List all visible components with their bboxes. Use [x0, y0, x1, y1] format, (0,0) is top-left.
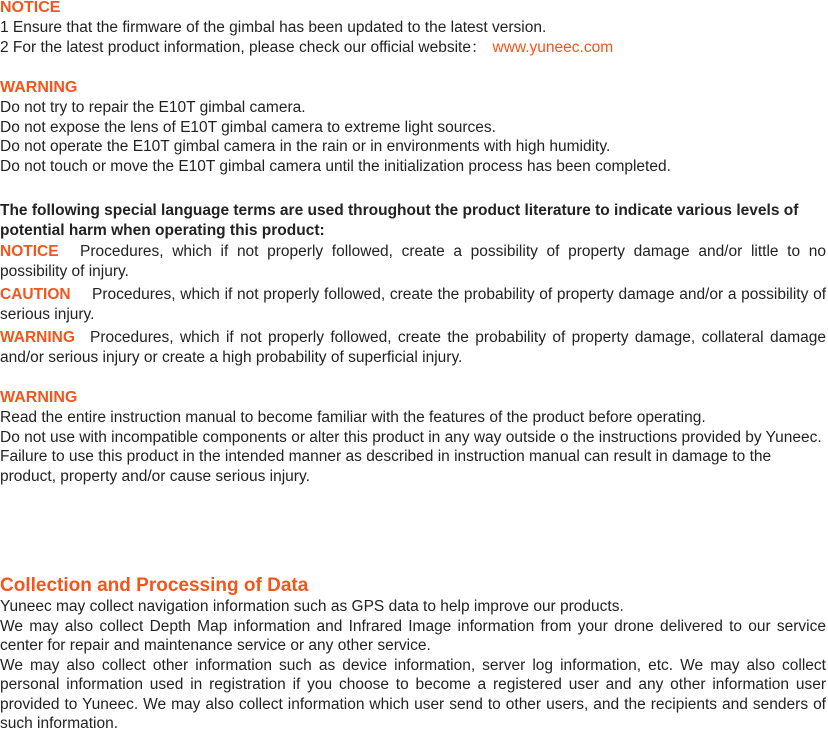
- collection-paragraph: Yuneec may collect navigation information such as GPS data to help improve our products.: [0, 598, 624, 615]
- term-notice: [0, 242, 826, 281]
- term-caution: [0, 285, 826, 324]
- notice-line-2: [0, 38, 828, 58]
- notice-line-2-text: 2 For the latest product information, please check our official website：: [0, 38, 487, 56]
- notice-heading: NOTICE: [0, 0, 61, 16]
- term-notice-label: NOTICE: [0, 243, 59, 260]
- collection-title: Collection and Processing of Data: [0, 575, 309, 596]
- warning-1-line: Do not try to repair the E10T gimbal camera.: [0, 99, 306, 116]
- notice-section: [0, 0, 828, 57]
- warning-section-1: [0, 78, 828, 176]
- collection-paragraph: We may also collect Depth Map information and Infrared Image information from your drone delivered to our service center for repair and maintenance service or any other service.: [0, 617, 826, 654]
- website-link[interactable]: www.yuneec.com: [492, 38, 614, 56]
- warning-1-line: Do not expose the lens of E10T gimbal camera to extreme light sources.: [0, 118, 496, 136]
- term-warning-text: Procedures, which if not properly followed, create the probability of property damage, collateral damage and/or serious injury or create a high probability of superficial injury.: [0, 329, 826, 366]
- warning-section-2: [0, 388, 826, 486]
- warning-heading-2: WARNING: [0, 389, 78, 406]
- notice-line-1: 1 Ensure that the firmware of the gimbal has been updated to the latest version.: [0, 19, 547, 36]
- terms-section: [0, 201, 826, 367]
- warning-1-line: Do not operate the E10T gimbal camera in the rain or in environments with high humidity.: [0, 138, 611, 155]
- term-caution-label: CAUTION: [0, 286, 71, 303]
- term-warning: [0, 328, 826, 367]
- warning-heading-1: WARNING: [0, 79, 78, 96]
- warning-1-line: Do not touch or move the E10T gimbal camera until the initialization process has been completed.: [0, 157, 671, 175]
- warning-2-line: Failure to use this product in the intended manner as described in instruction manual can result in damage to the product, property and/or cause serious injury.: [0, 448, 772, 485]
- term-notice-text: Procedures, which if not properly followed, create a possibility of property damage and/or little to no possibility of injury.: [0, 243, 826, 280]
- warning-2-line: Do not use with incompatible components or alter this product in any way outside o the instructions provided by Yuneec.: [0, 428, 822, 446]
- term-warning-label: WARNING: [0, 329, 75, 346]
- warning-2-line: Read the entire instruction manual to become familiar with the features of the product before operating.: [0, 409, 706, 426]
- terms-intro: The following special language terms are used throughout the product literature to indicate various levels of potential harm when operating this product:: [0, 202, 799, 239]
- collection-paragraph: We may also collect other information such as device information, server log information, etc. We may also collect personal information used in registration if you choose to become a registered user and any other information user provided to Yuneec. We may also collect information which user send to other users, and the recipients and senders of such information.: [0, 656, 826, 732]
- collection-section: [0, 574, 826, 734]
- term-caution-text: Procedures, which if not properly followed, create the probability of property damage and/or a possibility of serious injury.: [0, 286, 826, 323]
